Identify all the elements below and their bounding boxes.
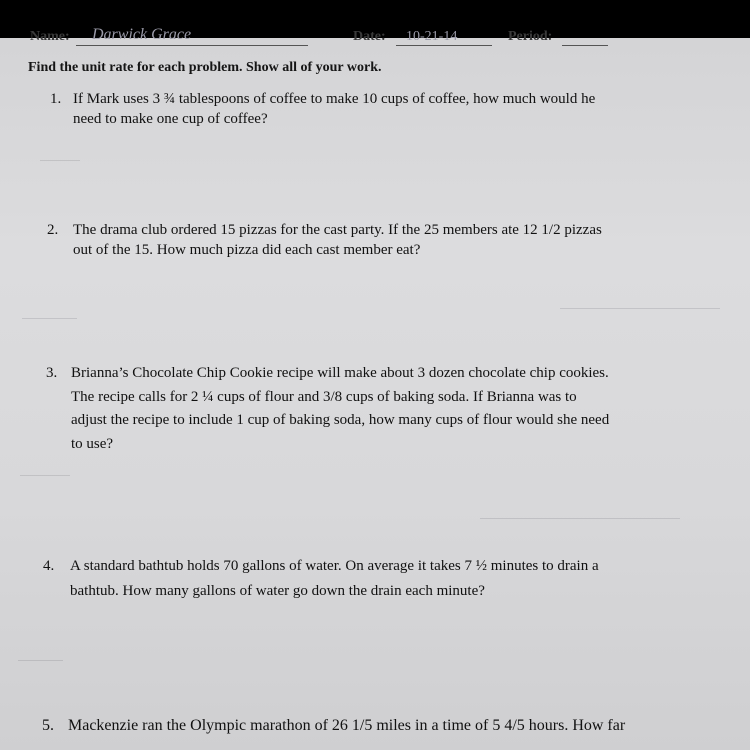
problem-text-line: Mackenzie ran the Olympic marathon of 26 1/5 miles in a time of 5 4/5 hours. How far [68,717,626,734]
problem-number: 4. [43,558,55,574]
pencil-mark [560,308,720,309]
period-label: Period: [508,29,553,44]
period-blank-line [562,45,608,46]
instructions: Find the unit rate for each problem. Show all of your work. [28,60,382,75]
name-label: Name: [30,29,70,44]
date-value: 10-21-14 [406,29,458,44]
pencil-mark [40,160,80,161]
pencil-mark [22,318,77,319]
worksheet-header [0,26,750,48]
problem-text-line: adjust the recipe to include 1 cup of baking soda, how many cups of flour would she need [71,412,610,428]
problem-text-line: need to make one cup of coffee? [73,111,268,127]
problem-text-line: A standard bathtub holds 70 gallons of water. On average it takes 7 ½ minutes to drain a [70,558,599,574]
problem-text-line: The recipe calls for 2 ¼ cups of flour and 3/8 cups of baking soda. If Brianna was to [71,389,577,405]
problem-text-line: Brianna’s Chocolate Chip Cookie recipe will make about 3 dozen chocolate chip cookies. [71,365,609,381]
problem-text-line: to use? [71,436,114,452]
date-label: Date: [353,29,386,44]
problem-number: 5. [42,717,54,734]
pencil-mark [18,660,63,661]
problem-text-line: out of the 15. How much pizza did each cast member eat? [73,242,421,258]
pencil-mark [480,518,680,519]
date-blank-line [396,45,492,46]
pencil-mark [20,475,70,476]
problem-text-line: The drama club ordered 15 pizzas for the cast party. If the 25 members ate 12 1/2 pizzas [73,222,602,238]
worksheet-page [0,26,750,750]
name-value: Darwick Grace [92,26,192,43]
problem-text-line: bathtub. How many gallons of water go down the drain each minute? [70,583,485,599]
problem-number: 3. [46,365,58,381]
problem-number: 1. [50,91,62,107]
problem-text-line: If Mark uses 3 ¾ tablespoons of coffee to make 10 cups of coffee, how much would he [73,91,596,107]
name-blank-line [76,45,308,46]
problem-number: 2. [47,222,59,238]
